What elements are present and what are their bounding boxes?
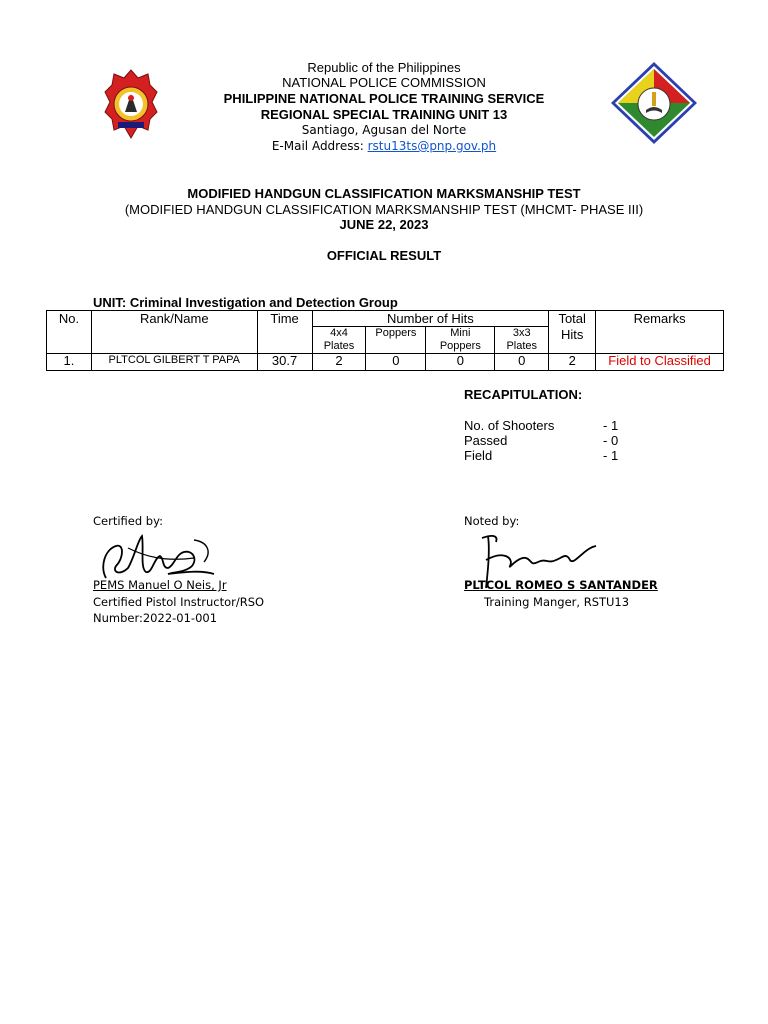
header-pnpts: PHILIPPINE NATIONAL POLICE TRAINING SERVICE <box>223 91 545 106</box>
subheader-mini-line1: Mini <box>450 327 471 339</box>
unit-label: UNIT: <box>93 295 130 310</box>
col-header-total-hits <box>549 311 596 354</box>
col-header-remarks: Remarks <box>596 311 724 354</box>
test-date: JUNE 22, 2023 <box>339 217 429 232</box>
recap-field-value: - 1 <box>603 448 619 463</box>
cell-4x4-plates: 2 <box>312 354 366 371</box>
subheader-3x3-line1: 3x3 <box>512 327 531 339</box>
certifier-title: Certified Pistol Instructor/RSO <box>93 595 265 609</box>
noter-name: PLTCOL ROMEO S SANTANDER <box>464 578 658 592</box>
certified-by-caption: Certified by: <box>93 514 163 528</box>
cell-3x3-plates: 0 <box>495 354 549 371</box>
table-row <box>47 354 724 371</box>
subheader-3x3-line2: Plates <box>506 340 538 352</box>
test-title: MODIFIED HANDGUN CLASSIFICATION MARKSMANSHIP TEST <box>187 186 581 201</box>
unit-value: Criminal Investigation and Detection Group <box>129 295 398 310</box>
subheader-mini-poppers <box>426 327 495 354</box>
results-table <box>46 310 724 371</box>
col-header-time: Time <box>257 311 312 354</box>
subheader-3x3-plates <box>495 327 549 354</box>
col-header-number-of-hits: Number of Hits <box>312 311 549 327</box>
total-hits-line2: Hits <box>560 327 584 342</box>
header-republic: Republic of the Philippines <box>307 60 461 75</box>
col-header-rank-name: Rank/Name <box>91 311 257 354</box>
cell-time: 30.7 <box>257 354 312 371</box>
recap-field-label: Field <box>464 448 493 463</box>
cell-mini-poppers: 0 <box>426 354 495 371</box>
cell-poppers: 0 <box>366 354 426 371</box>
official-result-heading: OFFICIAL RESULT <box>326 248 442 263</box>
recap-title: RECAPITULATION: <box>464 387 583 402</box>
cell-name: PLTCOL GILBERT T PAPA <box>91 354 257 371</box>
cell-total-hits: 2 <box>549 354 596 371</box>
subheader-4x4-line2: Plates <box>323 340 355 352</box>
header-email-line <box>0 138 768 154</box>
recap-passed-value: - 0 <box>603 433 619 448</box>
certifier-name: PEMS Manuel O Neis, Jr <box>93 578 227 592</box>
subheader-4x4-line1: 4x4 <box>330 327 348 339</box>
recap-passed-label: Passed <box>464 433 508 448</box>
email-link[interactable]: rstu13ts@pnp.gov.ph <box>367 139 497 153</box>
noted-by-caption: Noted by: <box>464 514 520 528</box>
subheader-mini-line2: Poppers <box>439 340 481 352</box>
cell-no: 1. <box>47 354 92 371</box>
email-label: E-Mail Address: <box>271 139 368 153</box>
recap-shooters-label: No. of Shooters <box>464 418 555 433</box>
col-header-no: No. <box>47 311 92 354</box>
subheader-poppers: Poppers <box>366 327 426 354</box>
header-rstu: REGIONAL SPECIAL TRAINING UNIT 13 <box>260 107 508 122</box>
total-hits-line1: Total <box>558 311 586 326</box>
unit-line <box>93 295 398 311</box>
subheader-4x4-plates <box>312 327 366 354</box>
header-address: Santiago, Agusan del Norte <box>301 123 467 137</box>
noter-title: Training Manger, RSTU13 <box>484 595 630 609</box>
header-napolcom: NATIONAL POLICE COMMISSION <box>282 75 486 90</box>
recap-shooters-value: - 1 <box>603 418 619 433</box>
certifier-number: Number:2022-01-001 <box>93 611 218 625</box>
cell-remarks: Field to Classified <box>596 354 724 371</box>
test-subtitle: (MODIFIED HANDGUN CLASSIFICATION MARKSMANSHIP TEST (MHCMT- PHASE III) <box>124 202 644 217</box>
